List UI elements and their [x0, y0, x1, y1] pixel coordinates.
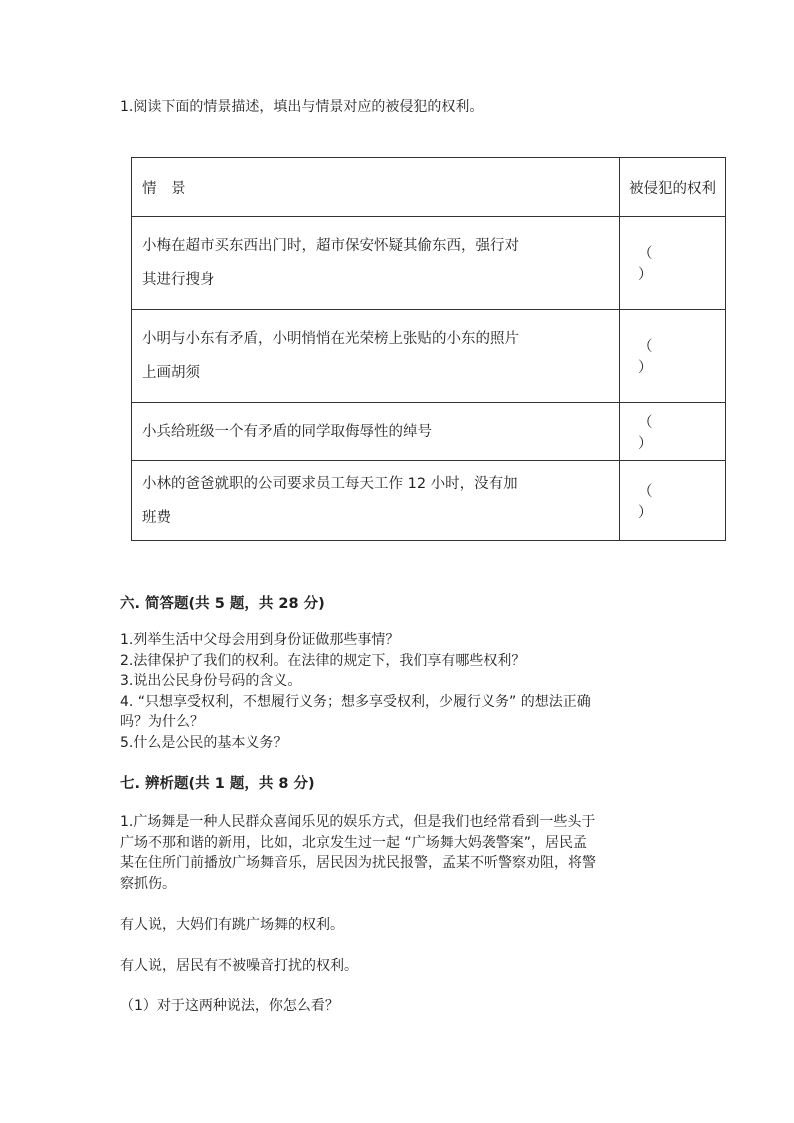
table-row [132, 310, 726, 403]
paren-close: ） [638, 504, 653, 521]
answer-cell[interactable] [620, 403, 726, 461]
rights-table [131, 157, 726, 541]
paren-close: ） [638, 360, 653, 376]
answer-cell[interactable] [620, 217, 726, 310]
question-line: 1.广场舞是一种人民群众喜闻乐见的娱乐方式，但是我们也经常看到一些头于 [120, 814, 596, 830]
scene-line: 小林的爸爸就职的公司要求员工每天工作 12 小时，没有加 [142, 475, 518, 492]
question-line: 1.列举生活中父母会用到身份证做那些事情？ [120, 632, 400, 648]
paren-open: （ [638, 339, 653, 355]
question-line: 5.什么是公民的基本义务？ [120, 734, 288, 751]
answer-cell[interactable] [620, 310, 726, 403]
table-row [132, 217, 726, 310]
section-6-questions [120, 630, 680, 753]
paren-open: （ [638, 483, 653, 500]
section-6-heading: 六. 简答题(共 5 题，共 28 分) [120, 596, 325, 612]
scene-cell [132, 403, 620, 461]
question-line: 广场不那和谐的新用，比如，北京发生过一起 “广场舞大妈袭警案”，居民孟 [120, 834, 587, 851]
table-header-row [132, 158, 726, 217]
scene-line: 班费 [142, 509, 171, 526]
question-line: 3.说出公民身份号码的含义。 [120, 673, 302, 689]
question-line: 吗？为什么？ [120, 714, 204, 730]
scene-line: 小明与小东有矛盾，小明悄悄在光荣榜上张贴的小东的照片 [142, 331, 519, 347]
scene-cell [132, 461, 620, 541]
paren-open: （ [638, 414, 653, 431]
scene-cell [132, 217, 620, 310]
opinion-2: 有人说，居民有不被噪音打扰的权利。 [120, 958, 358, 974]
sub-question-1: （1）对于这两种说法，你怎么看？ [120, 998, 339, 1014]
scene-line: 其进行搜身 [142, 272, 215, 288]
scene-line: 上画胡须 [142, 365, 200, 381]
question-intro: 1.阅读下面的情景描述，填出与情景对应的被侵犯的权利。 [120, 99, 484, 115]
section-7-question [120, 812, 680, 894]
paren-close: ） [638, 267, 653, 283]
header-scene: 情 景 [132, 158, 620, 217]
question-line: 某在住所门前播放广场舞音乐，居民因为扰民报警，孟某不听警察劝阻，将警 [120, 855, 596, 871]
paren-open: （ [638, 246, 653, 262]
scene-line: 小梅在超市买东西出门时，超市保安怀疑其偷东西，强行对 [142, 238, 519, 254]
paren-close: ） [638, 435, 653, 452]
question-line: 察抓伤。 [120, 875, 176, 892]
header-violated-right: 被侵犯的权利 [620, 158, 726, 217]
table-row [132, 461, 726, 541]
scene-line: 小兵给班级一个有矛盾的同学取侮辱性的绰号 [142, 423, 432, 440]
question-line: 4. “只想享受权利，不想履行义务；想多享受权利，少履行义务” 的想法正确 [120, 693, 591, 710]
question-line: 2.法律保护了我们的权利。在法律的规定下，我们享有哪些权利？ [120, 652, 526, 669]
scene-cell [132, 310, 620, 403]
section-7-heading: 七. 辨析题(共 1 题，共 8 分) [120, 776, 315, 792]
opinion-1: 有人说，大妈们有跳广场舞的权利。 [120, 917, 344, 933]
answer-cell[interactable] [620, 461, 726, 541]
table-row [132, 403, 726, 461]
